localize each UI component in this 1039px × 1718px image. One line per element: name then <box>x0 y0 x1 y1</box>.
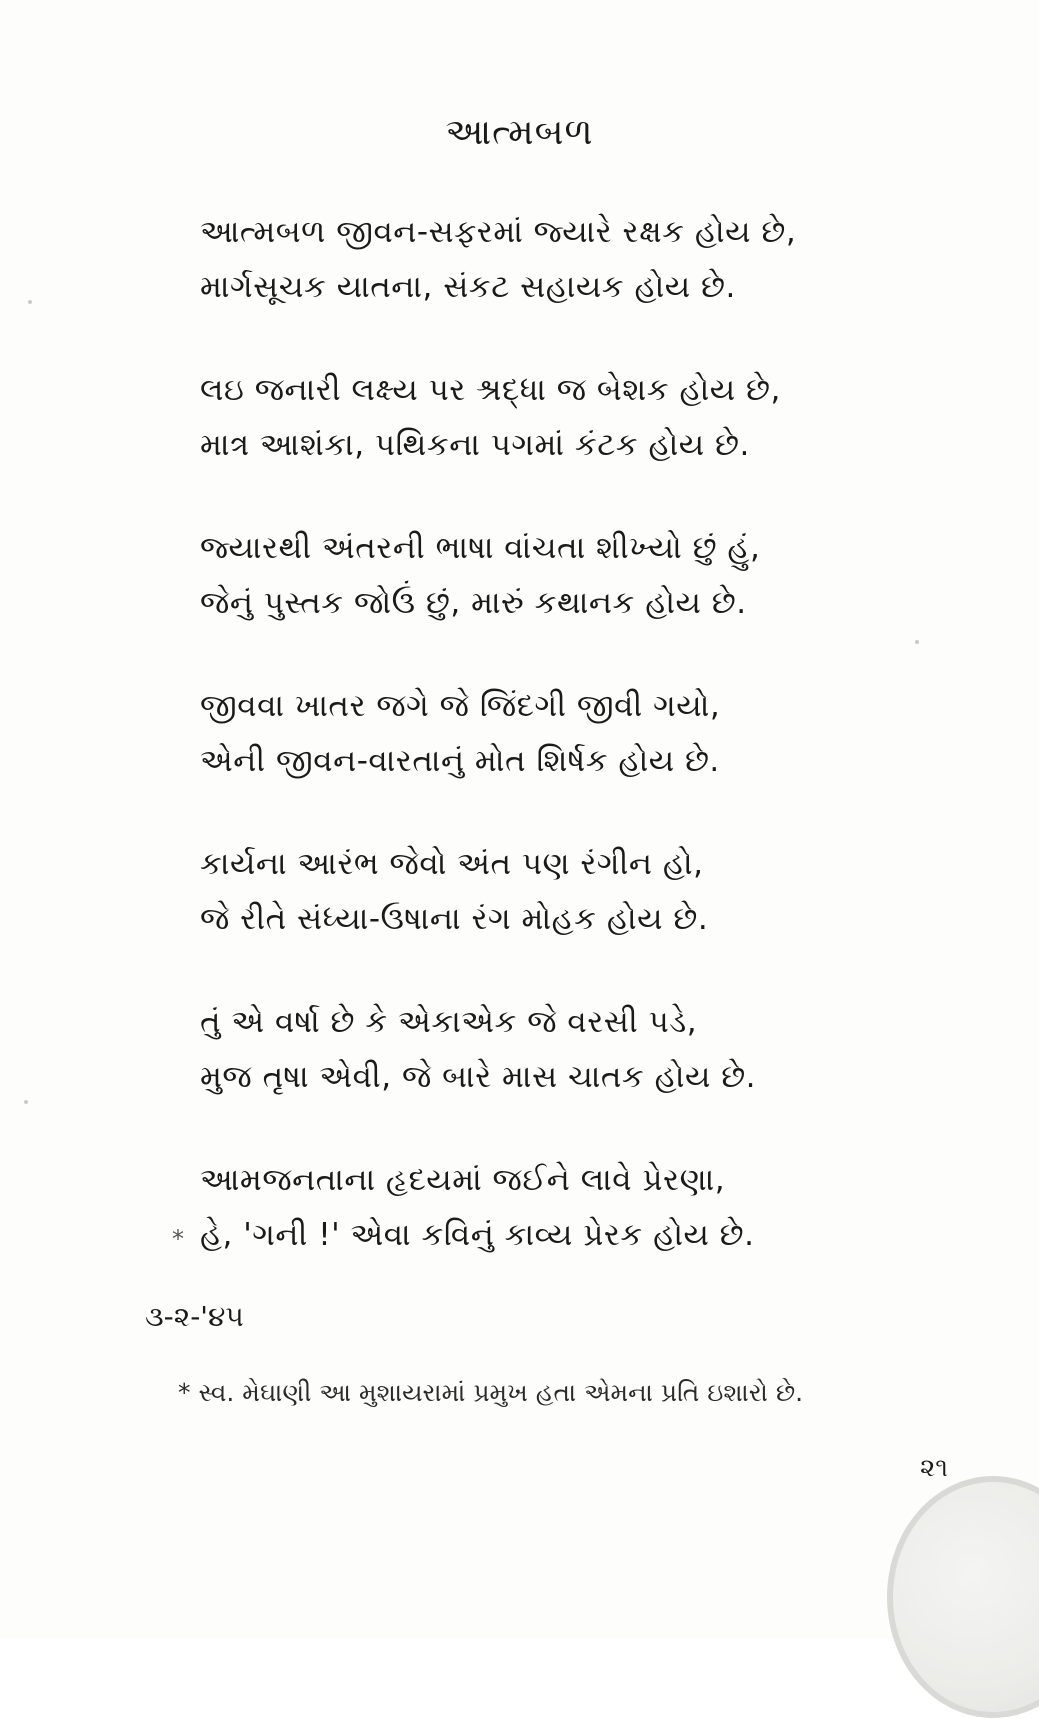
stanza <box>200 679 860 789</box>
margin-speck <box>24 1100 28 1104</box>
poem-line: આત્મબળ જીવન-સફરમાં જ્યારે રક્ષક હોય છે, <box>200 214 797 250</box>
stanza <box>200 995 860 1105</box>
margin-speck <box>28 300 32 304</box>
stanza <box>200 837 860 947</box>
poem-body <box>172 205 860 1311</box>
stanza <box>172 1153 860 1263</box>
composition-date: ૩-૨-'૪૫ <box>145 1300 244 1333</box>
poem-line-text: હે, 'ગની !' એવા કવિનું કાવ્ય પ્રેરક હોય છે. <box>200 1217 755 1253</box>
poem-line: માત્ર આશંકા, પથિકના પગમાં કંટક હોય છે. <box>200 427 750 463</box>
poem-line: જ્યારથી અંતરની ભાષા વાંચતા શીખ્યો છું હું, <box>200 530 761 566</box>
poem-line: મુજ તૃષા એવી, જે બારે માસ ચાતક હોય છે. <box>200 1059 757 1095</box>
page-number: ૨૧ <box>920 1453 949 1483</box>
poem-line: આમજનતાના હૃદયમાં જઈને લાવે પ્રેરણા, <box>200 1162 726 1198</box>
poem-line: માર્ગસૂચક યાતના, સંકટ સહાયક હોય છે. <box>200 269 736 305</box>
poem-line: કાર્યના આરંભ જેવો અંત પણ રંગીન હો, <box>200 846 704 882</box>
poem-line: એની જીવન-વારતાનું મોત શિર્ષક હોય છે. <box>200 743 720 779</box>
footnote: * સ્વ. મેઘાણી આ મુશાયરામાં પ્રમુખ હતા એમના પ્રતિ ઇશારો છે. <box>178 1378 804 1407</box>
stanza <box>200 363 860 473</box>
poem-line: જેનું પુસ્તક જોઉં છું, મારું કથાનક હોય છે. <box>200 585 747 621</box>
stanza <box>200 521 860 631</box>
poem-title: આત્મબળ <box>445 112 594 153</box>
corner-stain-decoration <box>887 1476 1039 1718</box>
poem-line: લઇ જનારી લક્ષ્ય પર શ્રદ્ધા જ બેશક હોય છે, <box>200 372 781 408</box>
poem-line: જીવવા ખાતર જગે જે જિંદગી જીવી ગયો, <box>200 688 721 724</box>
stanza <box>200 205 860 315</box>
margin-speck <box>915 640 919 644</box>
poem-line: જે રીતે સંધ્યા-ઉષાના રંગ મોહક હોય છે. <box>200 901 709 937</box>
poem-line-footnoted <box>172 1208 860 1263</box>
footnote-marker: * <box>172 1225 185 1253</box>
poem-line: તું એ વર્ષા છે કે એકાએક જે વરસી પડે, <box>200 1004 698 1040</box>
